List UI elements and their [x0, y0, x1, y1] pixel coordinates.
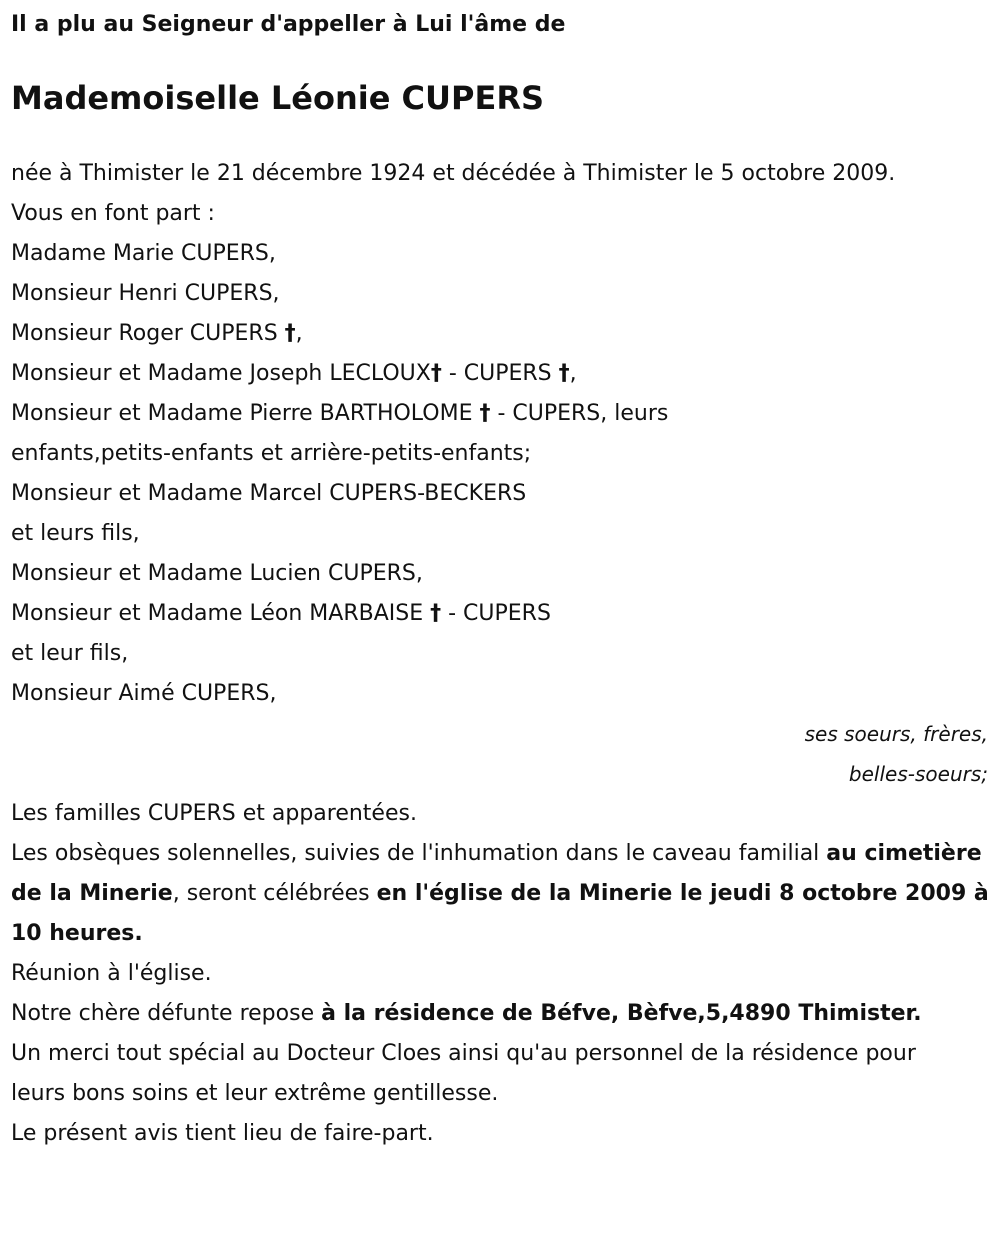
family-text: Monsieur et Madame Joseph LECLOUX — [11, 361, 431, 386]
notice-body — [11, 154, 990, 1154]
rest-text: Notre chère défunte repose — [11, 1001, 322, 1026]
relation-line: ses soeurs, frères, — [804, 722, 988, 746]
family-text: Monsieur Roger CUPERS — [11, 321, 285, 346]
cemetery-text: au cimetière de la Minerie — [11, 841, 982, 906]
residence-text: à la résidence de Béfve, Bèfve,5,4890 Thimister. — [321, 1001, 922, 1026]
deceased-name: Mademoiselle Léonie CUPERS — [11, 79, 545, 117]
cross-icon: † — [430, 601, 442, 626]
family-line: Monsieur Aimé CUPERS, — [11, 681, 277, 706]
family-text: - CUPERS — [441, 361, 559, 386]
family-text: - CUPERS, leurs enfants,petits-enfants et arrière-petits-enfants; — [11, 401, 669, 466]
family-line — [11, 594, 990, 634]
family-text: , — [569, 361, 577, 386]
family-line: et leurs fils, — [11, 521, 140, 546]
cross-icon: † — [558, 361, 570, 386]
family-line: et leur fils, — [11, 641, 129, 666]
family-line: Monsieur et Madame Lucien CUPERS, — [11, 561, 423, 586]
cross-icon: † — [284, 321, 296, 346]
cross-icon: † — [479, 401, 491, 426]
funeral-text: Les obsèques solennelles, suivies de l'inhumation dans le caveau familial — [11, 841, 827, 866]
family-text: , — [295, 321, 303, 346]
relation-line: belles-soeurs; — [848, 762, 988, 786]
family-line: Madame Marie CUPERS, — [11, 241, 276, 266]
meeting-line: Réunion à l'église. — [11, 961, 212, 986]
intro-line: Il a plu au Seigneur d'appeller à Lui l'âme de — [11, 12, 566, 37]
birth-death-line: née à Thimister le 21 décembre 1924 et décédée à Thimister le 5 octobre 2009. — [11, 161, 896, 186]
family-line: Monsieur et Madame Marcel CUPERS-BECKERS — [11, 481, 527, 506]
families-line: Les familles CUPERS et apparentées. — [11, 801, 417, 826]
family-line — [11, 314, 990, 354]
family-text: Monsieur et Madame Léon MARBAISE — [11, 601, 431, 626]
church-datetime-text: en l'église de la Minerie le jeudi 8 octobre 2009 à 10 heures. — [11, 881, 989, 946]
rest-paragraph — [11, 994, 951, 1034]
family-text: Monsieur et Madame Pierre BARTHOLOME — [11, 401, 480, 426]
family-line — [11, 354, 990, 394]
thanks-paragraph: Un merci tout spécial au Docteur Cloes ainsi qu'au personnel de la résidence pour leurs bons soins et leur extrême gentillesse. — [11, 1041, 916, 1106]
family-line: Monsieur Henri CUPERS, — [11, 281, 280, 306]
family-text: - CUPERS — [441, 601, 551, 626]
cross-icon: † — [430, 361, 442, 386]
closing-line: Le présent avis tient lieu de faire-part. — [11, 1121, 434, 1146]
notice-from: Vous en font part : — [11, 201, 215, 226]
family-line — [11, 394, 831, 474]
funeral-text: , seront célébrées — [172, 881, 377, 906]
funeral-paragraph — [11, 834, 990, 954]
